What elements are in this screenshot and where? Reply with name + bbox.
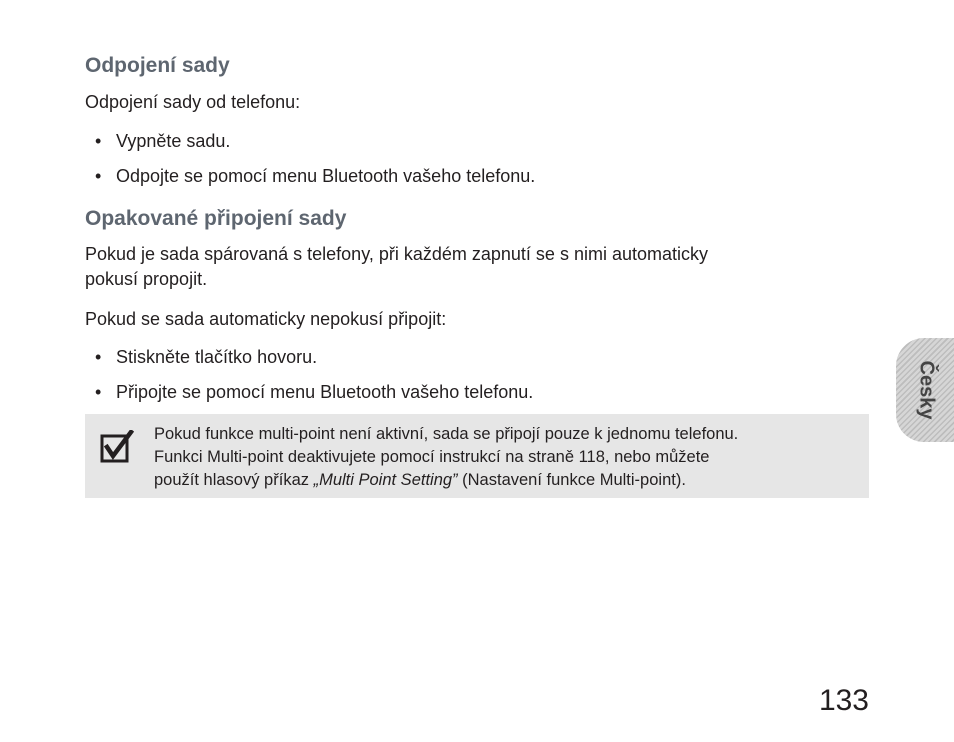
bullet-marker: • bbox=[95, 166, 102, 186]
bullet-marker: • bbox=[95, 382, 102, 402]
language-tab bbox=[896, 338, 954, 442]
list-item-text: Připojte se pomocí menu Bluetooth vašeho telefonu. bbox=[116, 382, 534, 402]
paragraph-line: pokusí propojit. bbox=[85, 269, 208, 289]
note-line-text: (Nastavení funkce Multi-point). bbox=[457, 471, 686, 489]
note-line-text: použít hlasový příkaz bbox=[154, 471, 314, 489]
list-item bbox=[95, 164, 535, 189]
page-number: 133 bbox=[818, 684, 869, 717]
list-item bbox=[95, 129, 230, 154]
bullet-marker: • bbox=[95, 131, 102, 151]
section-heading-reconnect: Opakované připojení sady bbox=[85, 207, 347, 230]
paragraph-line: Pokud je sada spárovaná s telefony, při každém zapnutí se s nimi automaticky bbox=[85, 244, 708, 264]
bullet-marker: • bbox=[95, 347, 102, 367]
section-intro-disconnect: Odpojení sady od telefonu: bbox=[85, 92, 301, 112]
note-text bbox=[154, 423, 859, 492]
checkbox-check-icon bbox=[100, 430, 134, 464]
list-item-text: Vypněte sadu. bbox=[116, 131, 231, 151]
section-heading-disconnect: Odpojení sady bbox=[85, 54, 230, 77]
list-item-text: Odpojte se pomocí menu Bluetooth vašeho telefonu. bbox=[116, 166, 536, 186]
list-item bbox=[95, 345, 317, 370]
paragraph-line: Pokud se sada automaticky nepokusí připojit: bbox=[85, 309, 447, 329]
note-box bbox=[85, 414, 869, 498]
note-line bbox=[154, 469, 859, 492]
list-item bbox=[95, 380, 533, 405]
note-line: Pokud funkce multi-point není aktivní, sada se připojí pouze k jednomu telefonu. bbox=[154, 425, 739, 443]
voice-command-text: „Multi Point Setting” bbox=[313, 471, 458, 489]
language-tab-label: Česky bbox=[915, 360, 938, 420]
list-item-text: Stiskněte tlačítko hovoru. bbox=[116, 347, 318, 367]
note-line: Funkci Multi-point deaktivujete pomocí instrukcí na straně 118, nebo můžete bbox=[154, 448, 710, 466]
